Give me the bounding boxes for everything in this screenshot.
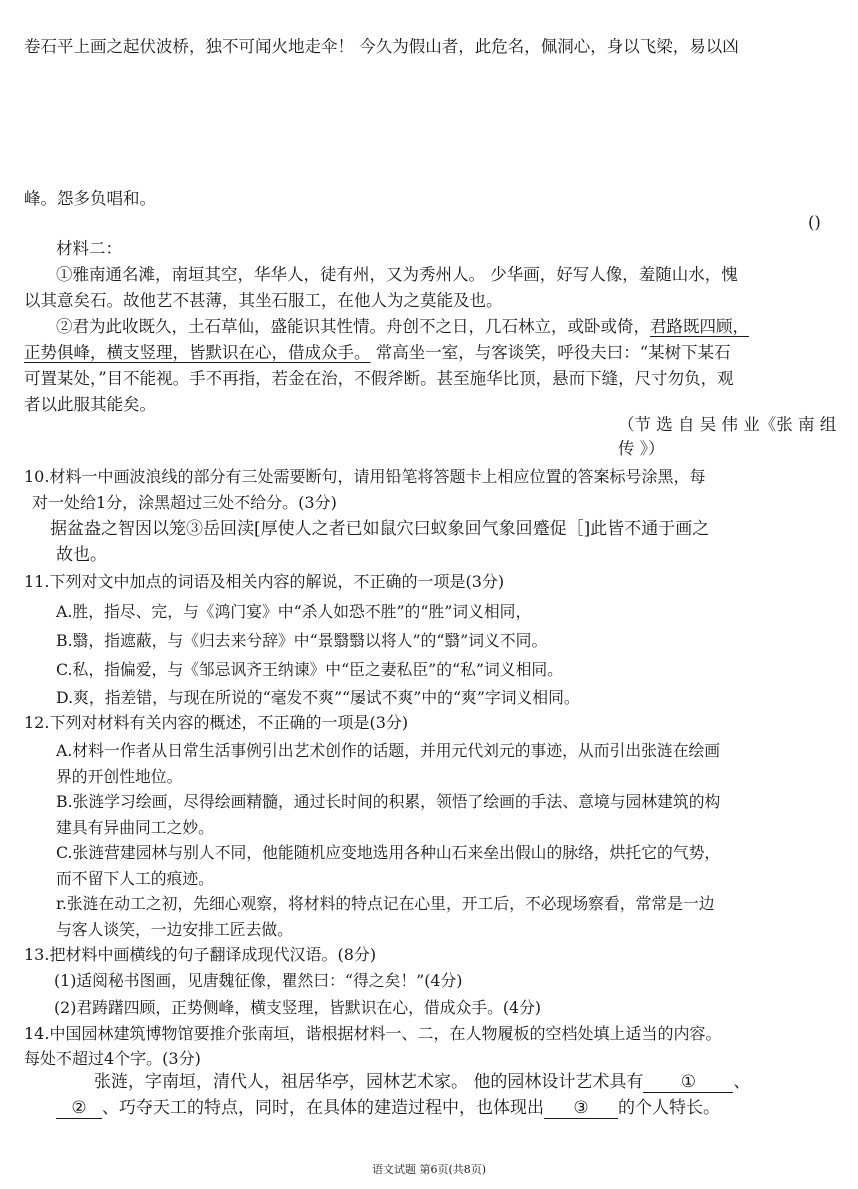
material2-p2-line3: 可置某处，”目不能视。手不再指，若金在治，不假斧断。甚至施华比顶，悬而下缝，尺寸勿负，观 <box>24 369 734 388</box>
underlined-sentence-part1: 君路既四顾， <box>650 317 749 336</box>
q11-option-c: C.私，指偏爱，与《邹忌讽齐王纳谏》中“臣之妻私臣”的“私”词义相同。 <box>56 660 563 679</box>
material2-p1-line1: ①雅南通名滩，南垣其空，华华人，徒有州，又为秀州人。 少华画，好写人像，羞随山水，愧 <box>56 265 738 284</box>
q12-stem: 12.下列对材料有关内容的概述，不正确的一项是(3分) <box>24 713 409 732</box>
q11-option-d: D.爽，指差错，与现在所说的“毫发不爽”“屡试不爽”中的“爽”字词义相同。 <box>56 688 580 707</box>
material2-p1-line2: 以其意矣石。故他艺不甚薄，其坐石服工，在他人为之莫能及也。 <box>24 291 503 310</box>
q12-option-d-line2: 与客人谈笑，一边安排工匠去做。 <box>56 920 293 939</box>
q12-option-a-line1: A.材料一作者从日常生活事例引出艺术创作的话题，并用元代刘元的事迹，从而引出张涟在绘画 <box>56 741 721 760</box>
q14-body-text3: 的个人特长。 <box>618 1098 720 1118</box>
material1-line1: 卷石平上画之起伏波桥，独不可闻火地走伞！ 今久为假山者，此危名，佩洞心，身以飞梁，易以凶 <box>24 37 739 56</box>
material2-p2-line1 <box>56 314 749 340</box>
q14-body-line2 <box>56 1095 720 1121</box>
blank-3[interactable]: ③ <box>544 1098 618 1119</box>
q14-body-text1: 张涟，字南垣，清代人，祖居华亭，园林艺术家。 他的园林设计艺术具有 <box>94 1072 644 1092</box>
material2-p2-line2 <box>24 340 731 366</box>
q12-option-b-line2: 建具有异曲同工之妙。 <box>56 818 214 837</box>
q10-line4: 故也。 <box>56 545 107 565</box>
q13-sentence-1: (1)适阅秘书图画，见唐魏征像，瞿然曰：“得之矣！”(4分) <box>54 971 463 990</box>
q12-option-c-line1: C.张涟营建园林与别人不同，他能随机应变地选用各种山石来垒出假山的脉络，烘托它的气势， <box>56 843 721 862</box>
q12-option-d-line1: r.张涟在动工之初，先细心观察，将材料的特点记在心里，开工后，不必现场察看，常常是一边 <box>56 894 715 913</box>
source-citation-1: （节 选 自 吴 伟 业《张 南 组 <box>618 415 837 434</box>
q12-option-a-line2: 界的开创性地位。 <box>56 767 183 786</box>
q13-sentence-2: (2)君踌躇四顾，正势侧峰，横支竖理，皆默识在心，借成众手。(4分) <box>54 998 542 1017</box>
q10-line1: 10.材料一中画波浪线的部分有三处需要断句，请用铅笔将答题卡上相应位置的答案标号涂黑，每 <box>24 467 706 486</box>
q14-stem-line2: 每处不超过4个字。(3分) <box>24 1049 201 1068</box>
source-citation-2: 传 》） <box>618 439 665 458</box>
q12-option-c-line2: 而不留下人工的痕迹。 <box>56 869 214 888</box>
q11-option-b: B.翳，指遮蔽，与《归去来兮辞》中“景翳翳以将人”的“翳”词义不同。 <box>56 631 548 650</box>
page-footer: 语文试题 第6页(共8页) <box>371 1163 487 1176</box>
q10-line3: 据盆盎之智因以笼③岳回渎[厚使人之者已如鼠穴曰蚁象回气象回蹙促［]此皆不通于画之 <box>50 519 710 539</box>
q14-body-text2: 、巧夺天工的特点，同时，在具体的建造过程中，也体现出 <box>102 1098 544 1118</box>
q13-stem: 13.把材料中画横线的句子翻译成现代汉语。(8分) <box>24 945 377 964</box>
q14-body-line1: 张涟，字南垣，清代人，祖居华亭，园林艺术家。 他的园林设计艺术具有 ① 、 <box>94 1072 751 1092</box>
q11-stem: 11.下列对文中加点的词语及相关内容的解说，不正确的一项是(3分) <box>24 572 505 591</box>
q11-option-a: A.胜，指尽、完，与《鸿门宴》中“杀人如恐不胜”的“胜”词义相同， <box>56 602 532 621</box>
blank-1[interactable]: ① <box>643 1072 733 1093</box>
material1-line2: 峰。怨多负唱和。 <box>24 189 156 208</box>
answer-paren: () <box>808 213 821 232</box>
blank-2[interactable]: ② <box>56 1098 102 1119</box>
material2-p2-line2-text: 常高坐一室，与客谈笑，呼役夫曰：“某树下某石 <box>370 343 731 362</box>
material2-p2-line1-text: ②君为此收既久，土石草仙，盛能识其性情。舟创不之日，几石林立，或卧或倚， <box>56 317 650 336</box>
material2-p2-line4: 者以此服其能矣。 <box>24 395 156 414</box>
q10-line2: 对一处给1分，涂黑超过三处不给分。(3分) <box>32 493 337 512</box>
underlined-sentence-part2: 正势俱峰，横支竖理，皆默识在心，借成众手。 <box>24 343 371 362</box>
material2-heading: 材料二： <box>56 239 122 258</box>
q12-option-b-line1: B.张涟学习绘画，尽得绘画精髓，通过长时间的积累，领悟了绘画的手法、意境与园林建筑的构 <box>56 792 721 811</box>
q14-stem-line1: 14.中国园林建筑博物馆要推介张南垣，谐根据材料一、二，在人物履板的空档处填上适当的内容。 <box>24 1024 722 1043</box>
